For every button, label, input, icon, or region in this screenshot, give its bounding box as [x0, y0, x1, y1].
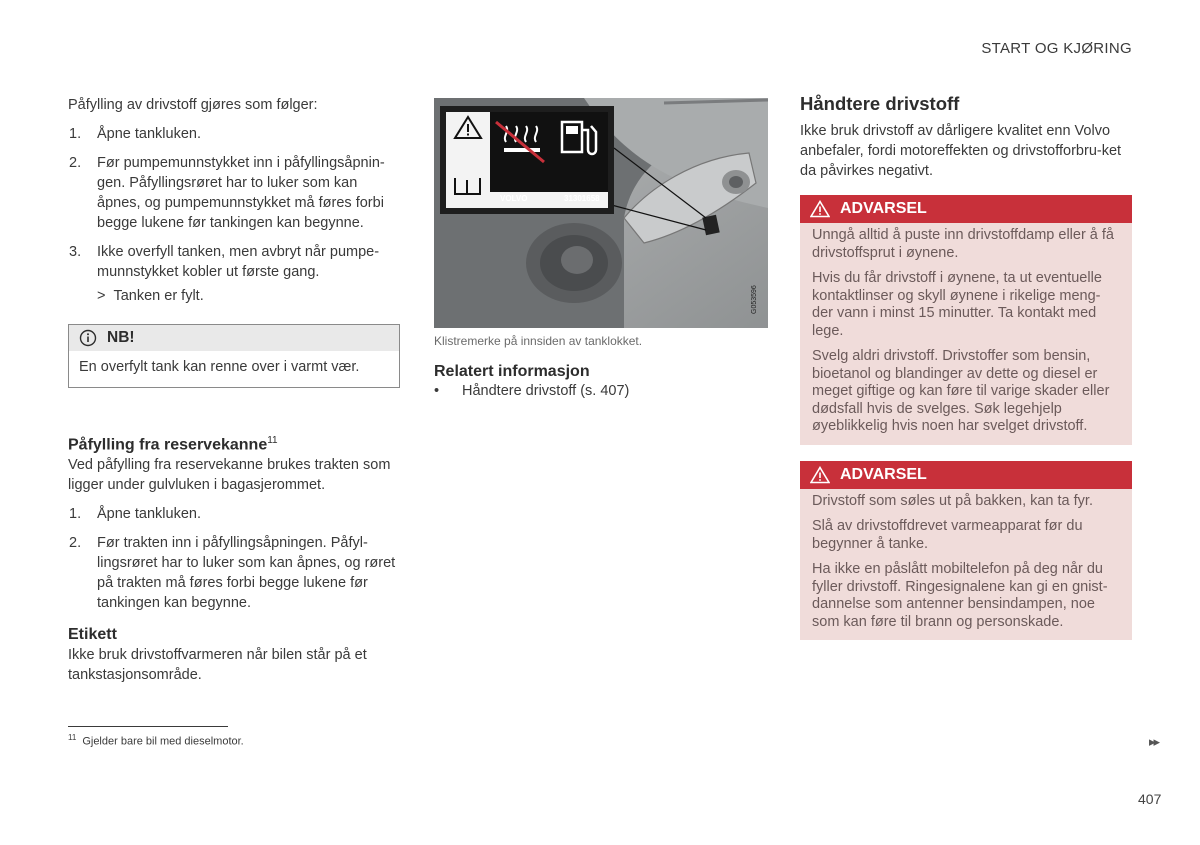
left-column [68, 95, 403, 685]
warning-text: Unngå alltid å puste inn drivstoffdamp eller å få drivstoffsprut i øynene. Hvis du får drivstoff i øynene, ta ut eventuelle kontaktlinser og skyll øynene i rikelige meng-der vann i minst 15 minutter. Ta kontakt med lege. Svelg aldri drivstoff. Drivstoffer som bensin, bioetanol og blandinger av dette og diesel er meget giftige og kan føre til varige skader eller dødsfall hvis de svelges. Søk legehjelp øyeblikkelig hvis noen har svelget drivstoff. [812, 227, 1114, 434]
warning-icon [810, 200, 830, 218]
label-section [68, 625, 403, 685]
warning-title: ADVARSEL [840, 200, 927, 217]
footnote-divider [68, 726, 228, 727]
intro-text: Påfylling av drivstoff gjøres som følger: [68, 97, 318, 113]
warning-header [800, 461, 1132, 489]
note-box [68, 324, 400, 388]
warning-icon [810, 466, 830, 484]
info-icon [79, 329, 97, 347]
note-text: En overfylt tank kan renne over i varmt vær. [79, 359, 360, 375]
fuel-handling-intro: Ikke bruk drivstoff av dårligere kvalitet enn Volvo anbefaler, fordi motoreffekten og drivstofforbru-ket da påvirkes negativt. [800, 123, 1122, 179]
related-link-text[interactable]: Håndtere drivstoff (s. 407) [462, 383, 630, 399]
footnote-number: 11 [68, 733, 77, 742]
fuel-cap-illustration [434, 98, 768, 328]
list-item: 2. Før pumpemunnstykket inn i påfyllingsåpnin-gen. Påfyllingsrøret har to luker som kan åpnes, og pumpemunnstykket må føres forbi begge lukene før tankingen kan begynne. [69, 155, 385, 231]
reserve-steps-list [68, 504, 403, 613]
label-text: Ikke bruk drivstoffvarmeren når bilen står på et tankstasjonsområde. [68, 647, 367, 684]
related-heading: Relatert informasjon [434, 363, 590, 380]
footnote: $^{11}$ Gjelder bare bil med dieselmotor. [68, 733, 244, 748]
footnote-ref: 11 [267, 435, 278, 446]
related-link[interactable] [434, 383, 764, 399]
note-header [69, 325, 399, 351]
reserve-section [68, 431, 403, 613]
next-page-icon[interactable]: ▸▸ [1149, 734, 1159, 749]
page-number: 407 [1138, 791, 1162, 807]
list-item: 2. Før trakten inn i påfyllingsåpningen. Påfyl-lingsrøret har to luker som kan åpnes, og røret på trakten må føres forbi begge lukene før tankingen kan begynne. [69, 535, 396, 612]
label-heading: Etikett [68, 626, 117, 644]
fuel-cap-figure [434, 98, 768, 328]
warning-header [800, 195, 1132, 223]
reserve-heading: Påfylling fra reservekanne$^{11}$ [68, 435, 278, 454]
bullet: • [434, 383, 440, 399]
fill-steps-list [68, 124, 403, 282]
fuel-handling-heading: Håndtere drivstoff [800, 93, 960, 114]
reserve-intro: Ved påfylling fra reservekanne brukes trakten som ligger under gulvluken i bagasjerommet. [68, 457, 391, 494]
right-column [800, 93, 1132, 640]
figure-caption: Klistremerke på innsiden av tanklokket. [434, 334, 643, 348]
list-item: 3. Ikke overfyll tanken, men avbryt når pumpe-munnstykket kobler ut første gang. [69, 244, 380, 280]
list-item: 1. Åpne tankluken. [69, 126, 201, 142]
note-title: NB! [107, 329, 135, 346]
image-id: G053596 [751, 285, 758, 314]
list-item: 1. Åpne tankluken. [69, 506, 201, 523]
result-marker: > [97, 288, 106, 304]
section-header: START OG KJØRING [981, 40, 1132, 57]
related-info [434, 363, 764, 399]
step-result: > Tanken er fylt. [97, 288, 204, 304]
warning-text: Drivstoff som søles ut på bakken, kan ta fyr. Slå av drivstoffdrevet varmeapparat før du begynner å tanke. Ha ikke en påslått mobiltelefon på deg når du fyller drivstoff. Ringesignalene kan gi en gnist-dannelse som antenner bensindampen, noe som kan føre til brann og personskade. [812, 492, 1108, 630]
warning-title: ADVARSEL [840, 465, 927, 483]
warning-box [800, 195, 1132, 445]
warning-box [800, 461, 1132, 641]
sticker-brand: VOLVO [500, 194, 528, 203]
sticker-code: 31301658 [564, 194, 600, 203]
